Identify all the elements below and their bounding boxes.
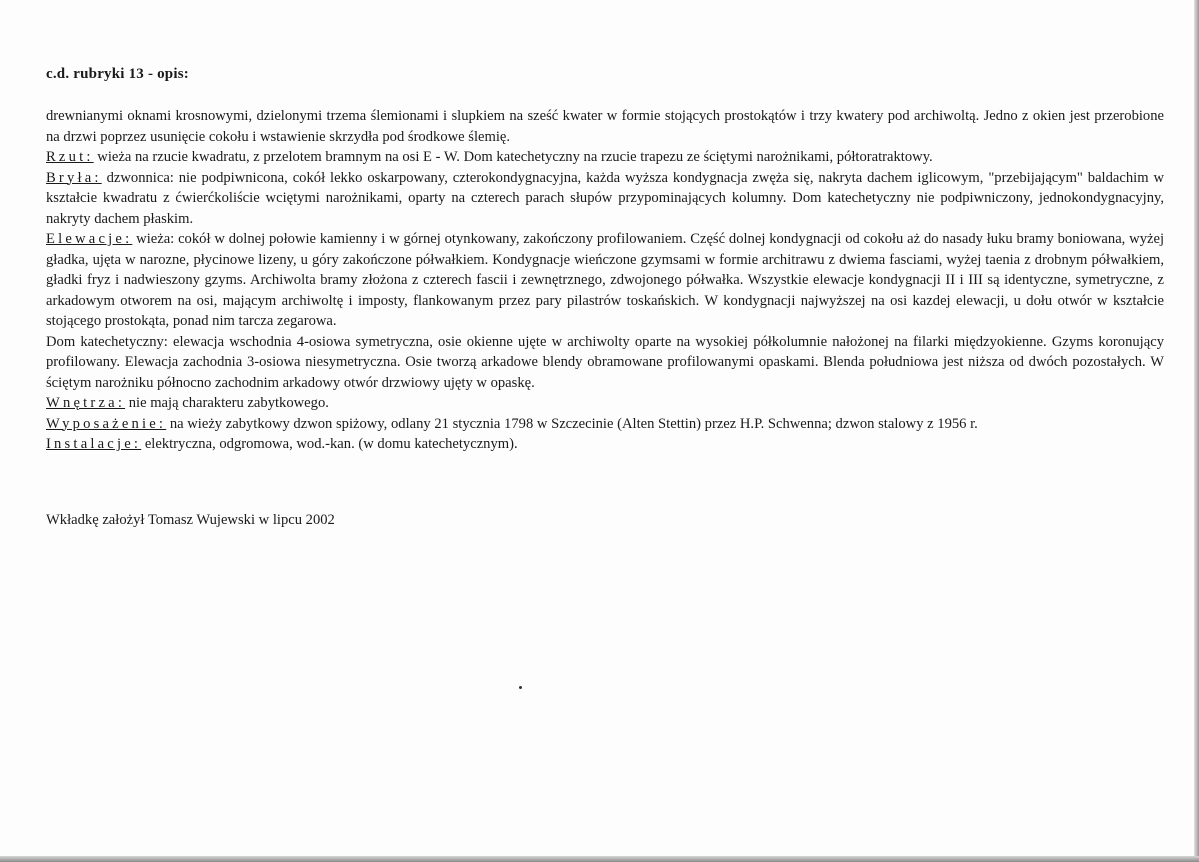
ink-speck [519, 686, 522, 689]
paragraph-windows: drewnianymi oknami krosnowymi, dzielonymi trzema ślemionami i slupkiem na sześć kwater w formie stojących prostokątów i trzy kwatery pod archiwoltą. Jedno z okien jest przerobione na drzwi poprzez usunięcie cokołu i wstawienie skrzydła pod środkowe ślemię. [46, 108, 1164, 145]
paragraph-wyposazenie [46, 414, 1164, 435]
text-elewacje: wieża: cokół w dolnej połowie kamienny i w górnej otynkowany, zakończony profilowaniem. Część dolnej kondygnacji od cokołu aż do nasady łuku bramy boniowana, wyżej gładka, ujęta w narozne, płycinowe lizeny, u góry zakończone półwałkiem. Kondygnacje wieńczone gzymsami w formie architrawu z dwiema fasciami, wyżej taenia z drobnym półwałkiem, gładki fryz i nadwieszony gzyms. Archiwolta bramy złożona z czterech fascii i zewnętrznego, zdwojonego półwałka. Wszystkie elewacje kondygnacji II i III są identyczne, symetryczne, z arkadowym otworem na osi, mającym archiwoltę i imposty, flankowanym przez pary pilastrów toskańskich. W kondygnacji najwyższej na osi kazdej elewacji, u dołu otwór w kształcie stojącego prostokąta, ponad nim tarcza zegarowa. [46, 231, 1164, 329]
label-wnetrza: Wnętrza: [46, 395, 126, 411]
label-elewacje: Elewacje: [46, 231, 133, 247]
label-rzut: Rzut: [46, 149, 94, 165]
paragraph-dom-katechetyczny: Dom katechetyczny: elewacja wschodnia 4-osiowa symetryczna, osie okienne ujęte w archiwolty oparte na wysokiej półkolumnie nałożonej na filarki międzyokienne. Gzyms koronujący profilowany. Elewacja zachodnia 3-osiowa niesymetryczna. Osie tworzą arkadowe blendy obramowane profilowanymi opaskami. Blenda południowa jest niższa od dwóch pozostałych. W ściętym narożniku północno zachodnim arkadowy otwór drzwiowy ujęty w opaskę. [46, 333, 1164, 391]
text-instalacje: elektryczna, odgromowa, wod.-kan. (w domu katechetycznym). [141, 436, 518, 452]
paragraph-elewacje [46, 229, 1164, 332]
text-wnetrza: nie mają charakteru zabytkowego. [125, 395, 329, 411]
description-body [46, 106, 1164, 455]
text-wyposazenie: na wieży zabytkowy dzwon spiżowy, odlany 21 stycznia 1798 w Szczecinie (Alten Stettin) przez H.P. Schwenna; dzwon stalowy z 1956 r. [166, 415, 978, 432]
paragraph-rzut [46, 147, 1164, 168]
paragraph-instalacje [46, 434, 1164, 455]
author-note: Wkładkę założył Tomasz Wujewski w lipcu 2002 [46, 512, 335, 528]
scan-edge-bottom [0, 856, 1199, 862]
text-bryla: dzwonnica: nie podpiwnicona, cokół lekko oskarpowany, czterokondygnacyjna, każda wyższa kondygnacja zwęża się, nakryta dachem iglicowym, "przebijającym" baldachim w kształcie kwadratu z ćwierćkoliście wciętymi narożnikami, oparty na czterech parach słupów przypominających kolumny. Dom katechetyczny nie podpiwniczony, jednokondygnacyjny, nakryty dachem płaskim. [46, 169, 1164, 227]
label-instalacje: Instalacje: [46, 436, 142, 452]
scan-edge-right [1194, 0, 1199, 862]
label-wyposazenie: Wyposażenie: [46, 415, 167, 432]
paragraph-bryla [46, 168, 1164, 230]
paragraph-wnetrza [46, 393, 1164, 414]
label-bryla: Bryła: [46, 169, 102, 186]
text-rzut: wieża na rzucie kwadratu, z przelotem bramnym na osi E - W. Dom katechetyczny na rzucie trapezu ze ściętymi narożnikami, półtoratraktowy. [93, 149, 933, 165]
section-heading: c.d. rubryki 13 - opis: [46, 66, 189, 82]
